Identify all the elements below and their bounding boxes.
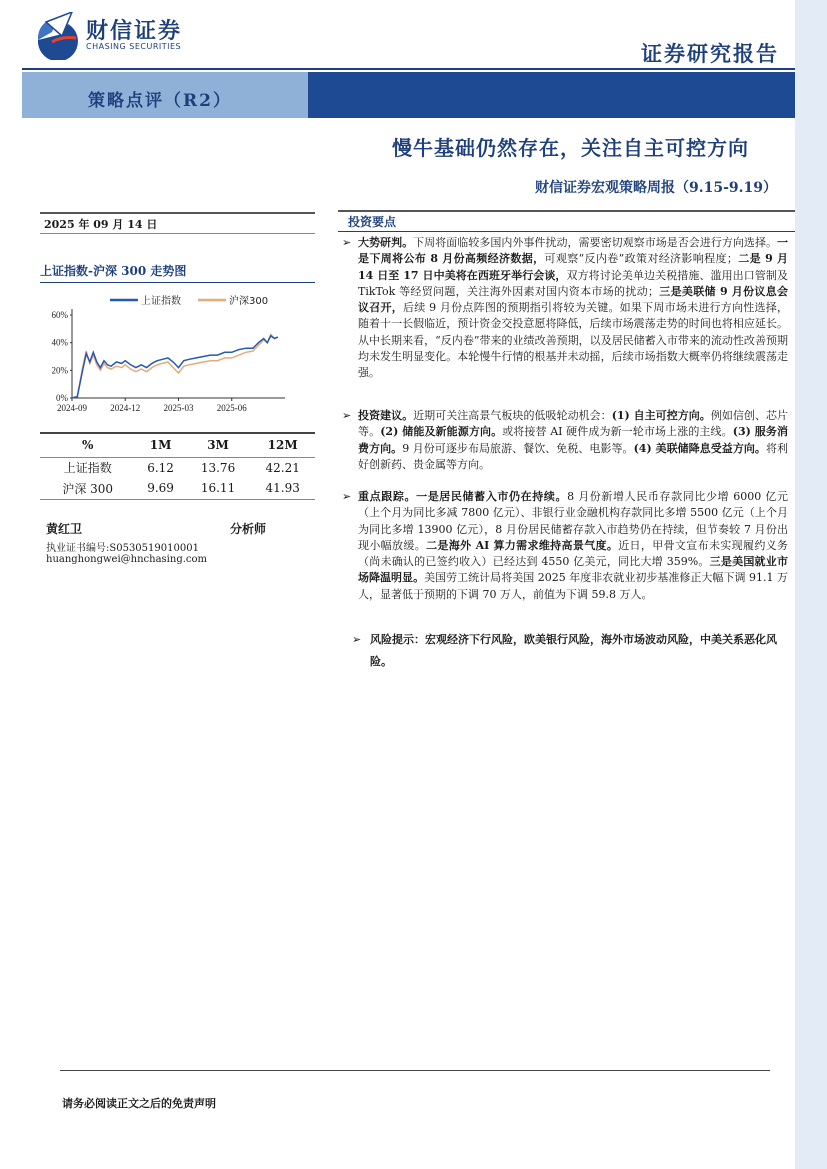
x-tick-label: 2025-03 — [163, 403, 194, 413]
arrow-bullet-icon: ➢ — [342, 409, 352, 422]
y-tick-label: 40% — [51, 337, 68, 348]
table-header: 12M — [250, 433, 315, 457]
legend-label: 上证指数 — [141, 296, 181, 307]
paragraph-emphasis: 三是美联储 9 月份议息会议召开， — [358, 284, 788, 315]
table-cell: 沪深 300 — [40, 478, 135, 499]
x-tick-label: 2024-09 — [57, 403, 87, 413]
paragraph-emphasis: 一是下周将公布 8 月份高频经济数据， — [358, 236, 789, 266]
logo-text-en: CHASING SECURITIES — [86, 42, 182, 51]
y-tick-label: 60% — [51, 310, 68, 320]
table-header: 3M — [186, 433, 251, 457]
paragraph-emphasis: 二是海外 AI 算力需求维持高景气度。 — [426, 538, 619, 552]
paragraph-emphasis: 二是 9 月 14 日至 17 日中美将在西班牙举行会谈， — [358, 252, 788, 282]
report-type: 证券研究报告 — [641, 41, 779, 66]
market-outlook-paragraph — [342, 235, 788, 382]
paragraph-text: 近日，甲骨文宣布未实现履约义务（尚未确认的已签约收入）已经达到 4550 亿美元，同比大增 359%。 — [358, 538, 789, 569]
key-tracking-paragraph — [342, 489, 788, 603]
paragraph-label: 重点跟踪。一是居民储蓄入市仍在持续。 — [358, 490, 568, 503]
series-line — [72, 334, 278, 398]
paragraph-text: 将利好创新药、贵金属等方向。 — [358, 441, 789, 471]
table-cell: 41.93 — [250, 478, 315, 499]
paragraph-text: 9 月份可逐步布局旅游、餐饮、免税、电影等。 — [402, 441, 634, 455]
risk-text: 风险提示：宏观经济下行风险，欧美银行风险，海外市场波动风险，中美关系恶化风险。 — [370, 633, 777, 668]
paragraph-emphasis: 三是美国就业市场降温明显。 — [358, 555, 789, 585]
analyst-title: 分析师 — [230, 522, 267, 536]
table-cell: 9.69 — [135, 478, 185, 499]
performance-table — [40, 432, 315, 500]
table-header: % — [40, 433, 135, 457]
category-label: 策略点评（R2） — [88, 91, 232, 111]
y-tick-label: 0% — [56, 393, 68, 403]
table-cell: 16.11 — [186, 478, 251, 499]
x-tick-label: 2025-06 — [216, 403, 247, 413]
table-cell: 13.76 — [200, 460, 236, 475]
paragraph-text: 后续 9 月份点阵图的预期指引将较为关键。如果下周市场未进行方向性选择，随着十一长假临近，预计资金交投意愿将降低，后续市场震荡走势的时间也将相应延长。从中长期来看，“反内卷”带来的业绩改善预期，以及居民储蓄入市带来的流动性改善预期均未发生明显变化。本轮慢牛行情的根基并未动摇，后续市场指数大概率仍将继续震荡走强。 — [358, 301, 788, 380]
footer-rule — [60, 1070, 770, 1071]
paragraph-emphasis: (4) 美联储降息受益方向。 — [633, 441, 766, 455]
paragraph-text: 8 月份新增人民币存款同比少增 6000 亿元（上个月为同比多减 7800 亿元）、非银行业金融机构存款同比多增 5500 亿元（上个月为同比多增 13900 亿元），8 月份居民储蓄存款入市趋势仍在持续，但节奏较 7 月份出现小幅放缓。 — [358, 490, 789, 552]
report-title: 慢牛基础仍然存在，关注自主可控方向 — [392, 136, 749, 160]
paragraph-emphasis: (3) 服务消费方向。 — [358, 425, 788, 455]
logo-text-cn: 财信证券 — [86, 19, 183, 44]
category-banner-dark — [308, 72, 795, 118]
paragraph-text: 双方将讨论美单边关税措施、滥用出口管制及 TikTok 等经贸问题，关注海外因素对国内资本市场的扰动； — [358, 268, 788, 298]
chart-title-rule — [40, 282, 315, 283]
right-decor-strip — [795, 0, 827, 1169]
paragraph-text: 美国劳工统计局将美国 2025 年度非农就业初步基准修正大幅下调 91.1 万人，显著低于预期的下调 70 万人，前值为下调 59.8 万人。 — [358, 571, 788, 601]
analyst-cert: 执业证书编号:S0530519010001 — [46, 543, 199, 554]
arrow-bullet-icon: ➢ — [352, 633, 362, 646]
table-cell: 上证指数 — [63, 461, 112, 476]
investment-advice-paragraph — [342, 408, 788, 473]
risk-warning — [352, 629, 792, 673]
paragraph-text: 下周将面临较多国内外事件扰动，需要密切观察市场是否会进行方向选择。 — [413, 236, 778, 249]
paragraph-emphasis: (2) 储能及新能源方向。 — [380, 425, 503, 439]
paragraph-emphasis: (1) 自主可控方向。 — [611, 409, 711, 422]
y-tick-label: 20% — [51, 365, 68, 376]
legend-label: 沪深300 — [229, 296, 269, 307]
key-points-header — [338, 210, 795, 232]
table-header: 1M — [135, 433, 185, 457]
analyst-email[interactable]: huanghongwei@hnchasing.com — [46, 554, 208, 565]
table-row — [40, 478, 315, 499]
x-tick-label: 2024-12 — [110, 403, 141, 413]
arrow-bullet-icon: ➢ — [342, 490, 352, 503]
footer-disclaimer: 请务必阅读正文之后的免责声明 — [62, 1097, 216, 1110]
top-rule — [22, 68, 795, 70]
report-subtitle: 财信证券宏观策略周报（9.15-9.19） — [534, 180, 777, 196]
paragraph-text: 或将接替 AI 硬件成为新一轮市场上涨的主线。 — [502, 425, 733, 439]
chart-title: 上证指数-沪深 300 走势图 — [40, 264, 187, 278]
table-row — [40, 457, 315, 478]
report-date: 2025 年 09 月 14 日 — [44, 218, 158, 231]
table-cell: 6.12 — [147, 460, 174, 475]
paragraph-text: 例如信创、芯片等。 — [358, 409, 789, 439]
arrow-bullet-icon: ➢ — [342, 236, 352, 249]
paragraph-text: 可观察“反内卷”政策对经济影响程度； — [544, 252, 738, 266]
paragraph-label: 投资建议。 — [358, 409, 414, 422]
paragraph-text: 近期可关注高景气板块的低吸轮动机会： — [413, 409, 612, 422]
index-trend-chart — [40, 285, 315, 418]
analyst-name: 黄红卫 — [46, 522, 83, 536]
key-points-title: 投资要点 — [348, 215, 397, 229]
table-cell: 42.21 — [265, 460, 300, 475]
table-header-row — [40, 433, 315, 457]
paragraph-label: 大势研判。 — [358, 236, 414, 249]
